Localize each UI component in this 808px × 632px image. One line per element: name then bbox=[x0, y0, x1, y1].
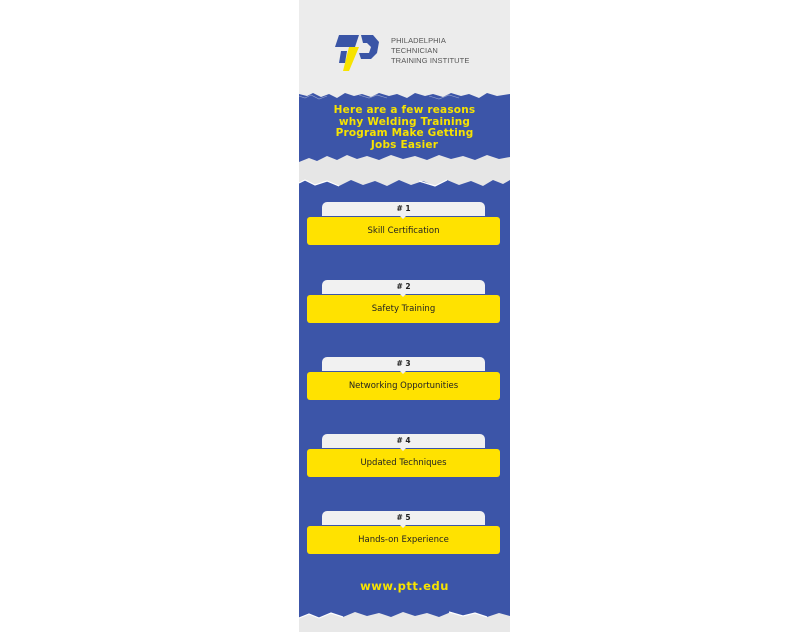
pointer-arrow-icon bbox=[399, 293, 407, 297]
headline-line-3: Program Make Getting bbox=[335, 127, 474, 139]
institute-name-line-2: TECHNICIAN bbox=[391, 46, 438, 55]
reason-label: Hands-on Experience bbox=[307, 526, 500, 554]
institute-name-line-1: PHILADELPHIA bbox=[391, 36, 446, 45]
reason-item-5 bbox=[307, 511, 500, 557]
reason-label: Networking Opportunities bbox=[307, 372, 500, 400]
reason-number-tab: # 2 bbox=[322, 280, 485, 294]
website-url[interactable]: www.ptt.edu bbox=[360, 579, 449, 593]
reason-item-4 bbox=[307, 434, 500, 480]
pointer-arrow-icon bbox=[399, 215, 407, 219]
reason-number-tab: # 5 bbox=[322, 511, 485, 525]
reason-item-1 bbox=[307, 202, 500, 248]
torn-paper-strip bbox=[299, 150, 510, 195]
pointer-arrow-icon bbox=[399, 524, 407, 528]
reason-number-tab: # 4 bbox=[322, 434, 485, 448]
reason-label: Safety Training bbox=[307, 295, 500, 323]
reason-label: Updated Techniques bbox=[307, 449, 500, 477]
torn-paper-edge-bottom bbox=[299, 608, 510, 632]
headline-line-2: why Welding Training bbox=[338, 115, 471, 128]
reason-number-tab: # 1 bbox=[322, 202, 485, 216]
reason-number-tab: # 3 bbox=[322, 357, 485, 371]
reason-label: Skill Certification bbox=[307, 217, 500, 245]
reason-item-2 bbox=[307, 280, 500, 326]
infographic-poster bbox=[299, 0, 510, 632]
headline bbox=[307, 105, 502, 151]
pointer-arrow-icon bbox=[399, 370, 407, 374]
ptti-logo-icon bbox=[335, 33, 381, 73]
torn-paper-edge-top bbox=[299, 84, 510, 104]
reason-item-3 bbox=[307, 357, 500, 403]
headline-line-1: Here are a few reasons bbox=[333, 104, 476, 116]
institute-name bbox=[391, 36, 469, 66]
pointer-arrow-icon bbox=[399, 447, 407, 451]
headline-line-4: Jobs Easier bbox=[370, 138, 439, 151]
institute-name-line-3: TRAINING INSTITUTE bbox=[391, 56, 470, 65]
